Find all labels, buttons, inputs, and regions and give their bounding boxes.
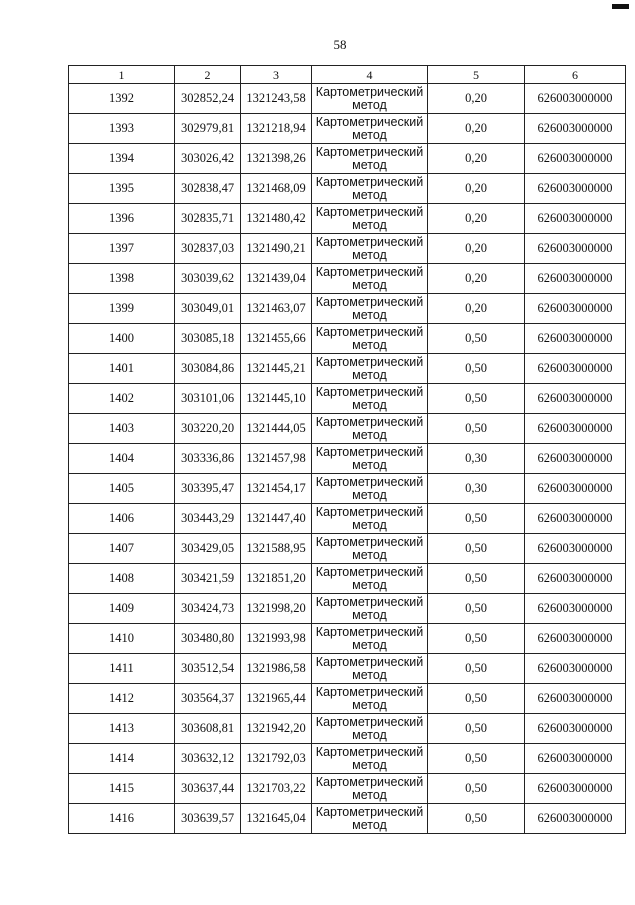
point-number-cell: 1393 xyxy=(69,114,175,144)
point-number-cell: 1394 xyxy=(69,144,175,174)
x-coordinate-cell: 303480,80 xyxy=(175,624,241,654)
method-cell xyxy=(312,324,428,354)
header-col-5: 5 xyxy=(428,66,525,84)
method-line-1: Картометрический xyxy=(315,564,424,579)
code-cell: 626003000000 xyxy=(525,114,626,144)
method-line-1: Картометрический xyxy=(315,624,424,639)
point-number-cell: 1399 xyxy=(69,294,175,324)
point-number-cell: 1395 xyxy=(69,174,175,204)
code-cell: 626003000000 xyxy=(525,564,626,594)
x-coordinate-cell: 303639,57 xyxy=(175,804,241,834)
method-cell xyxy=(312,444,428,474)
table-row xyxy=(69,444,626,474)
accuracy-cell: 0,30 xyxy=(428,444,525,474)
method-cell xyxy=(312,594,428,624)
x-coordinate-cell: 303049,01 xyxy=(175,294,241,324)
method-line-1: Картометрический xyxy=(315,684,424,699)
table-row xyxy=(69,174,626,204)
accuracy-cell: 0,50 xyxy=(428,504,525,534)
y-coordinate-cell: 1321792,03 xyxy=(241,744,312,774)
method-line-2: метод xyxy=(352,247,387,262)
method-line-1: Картометрический xyxy=(315,804,424,819)
y-coordinate-cell: 1321851,20 xyxy=(241,564,312,594)
code-cell: 626003000000 xyxy=(525,174,626,204)
method-line-1: Картометрический xyxy=(315,204,424,219)
accuracy-cell: 0,50 xyxy=(428,324,525,354)
accuracy-cell: 0,50 xyxy=(428,594,525,624)
code-cell: 626003000000 xyxy=(525,354,626,384)
code-cell: 626003000000 xyxy=(525,654,626,684)
table-row xyxy=(69,684,626,714)
x-coordinate-cell: 303512,54 xyxy=(175,654,241,684)
method-line-1: Картометрический xyxy=(315,84,424,99)
point-number-cell: 1392 xyxy=(69,84,175,114)
point-number-cell: 1404 xyxy=(69,444,175,474)
method-line-1: Картометрический xyxy=(315,234,424,249)
header-row xyxy=(69,66,626,84)
method-line-1: Картометрический xyxy=(315,444,424,459)
table-row xyxy=(69,384,626,414)
table-row xyxy=(69,264,626,294)
table-row xyxy=(69,414,626,444)
x-coordinate-cell: 303220,20 xyxy=(175,414,241,444)
y-coordinate-cell: 1321243,58 xyxy=(241,84,312,114)
y-coordinate-cell: 1321588,95 xyxy=(241,534,312,564)
accuracy-cell: 0,20 xyxy=(428,174,525,204)
y-coordinate-cell: 1321480,42 xyxy=(241,204,312,234)
method-line-2: метод xyxy=(352,517,387,532)
table-row xyxy=(69,324,626,354)
header-col-6: 6 xyxy=(525,66,626,84)
code-cell: 626003000000 xyxy=(525,324,626,354)
accuracy-cell: 0,20 xyxy=(428,264,525,294)
accuracy-cell: 0,20 xyxy=(428,114,525,144)
accuracy-cell: 0,50 xyxy=(428,564,525,594)
method-cell xyxy=(312,354,428,384)
point-number-cell: 1396 xyxy=(69,204,175,234)
point-number-cell: 1409 xyxy=(69,594,175,624)
table-row xyxy=(69,594,626,624)
method-cell xyxy=(312,114,428,144)
accuracy-cell: 0,50 xyxy=(428,804,525,834)
method-line-2: метод xyxy=(352,637,387,652)
method-cell xyxy=(312,174,428,204)
y-coordinate-cell: 1321454,17 xyxy=(241,474,312,504)
point-number-cell: 1400 xyxy=(69,324,175,354)
method-line-2: метод xyxy=(352,697,387,712)
method-line-2: метод xyxy=(352,97,387,112)
method-line-2: метод xyxy=(352,757,387,772)
accuracy-cell: 0,50 xyxy=(428,354,525,384)
code-cell: 626003000000 xyxy=(525,414,626,444)
y-coordinate-cell: 1321468,09 xyxy=(241,174,312,204)
y-coordinate-cell: 1321445,21 xyxy=(241,354,312,384)
y-coordinate-cell: 1321463,07 xyxy=(241,294,312,324)
point-number-cell: 1398 xyxy=(69,264,175,294)
code-cell: 626003000000 xyxy=(525,84,626,114)
table-body xyxy=(69,84,626,834)
method-cell xyxy=(312,504,428,534)
accuracy-cell: 0,20 xyxy=(428,294,525,324)
point-number-cell: 1403 xyxy=(69,414,175,444)
method-line-1: Картометрический xyxy=(315,294,424,309)
method-line-1: Картометрический xyxy=(315,414,424,429)
accuracy-cell: 0,30 xyxy=(428,474,525,504)
code-cell: 626003000000 xyxy=(525,144,626,174)
code-cell: 626003000000 xyxy=(525,684,626,714)
point-number-cell: 1414 xyxy=(69,744,175,774)
code-cell: 626003000000 xyxy=(525,594,626,624)
accuracy-cell: 0,50 xyxy=(428,744,525,774)
method-cell xyxy=(312,474,428,504)
y-coordinate-cell: 1321965,44 xyxy=(241,684,312,714)
accuracy-cell: 0,50 xyxy=(428,384,525,414)
x-coordinate-cell: 303443,29 xyxy=(175,504,241,534)
header-col-1: 1 xyxy=(69,66,175,84)
point-number-cell: 1397 xyxy=(69,234,175,264)
method-cell xyxy=(312,414,428,444)
x-coordinate-cell: 303424,73 xyxy=(175,594,241,624)
accuracy-cell: 0,50 xyxy=(428,624,525,654)
point-number-cell: 1412 xyxy=(69,684,175,714)
method-line-1: Картометрический xyxy=(315,474,424,489)
y-coordinate-cell: 1321457,98 xyxy=(241,444,312,474)
code-cell: 626003000000 xyxy=(525,504,626,534)
method-line-1: Картометрический xyxy=(315,354,424,369)
x-coordinate-cell: 303084,86 xyxy=(175,354,241,384)
point-number-cell: 1408 xyxy=(69,564,175,594)
accuracy-cell: 0,50 xyxy=(428,654,525,684)
table-row xyxy=(69,84,626,114)
code-cell: 626003000000 xyxy=(525,234,626,264)
method-cell xyxy=(312,294,428,324)
accuracy-cell: 0,50 xyxy=(428,684,525,714)
method-line-2: метод xyxy=(352,127,387,142)
table-row xyxy=(69,744,626,774)
code-cell: 626003000000 xyxy=(525,204,626,234)
table-row xyxy=(69,534,626,564)
code-cell: 626003000000 xyxy=(525,474,626,504)
table-row xyxy=(69,354,626,384)
code-cell: 626003000000 xyxy=(525,714,626,744)
method-cell xyxy=(312,144,428,174)
table-row xyxy=(69,114,626,144)
table-row xyxy=(69,624,626,654)
x-coordinate-cell: 303564,37 xyxy=(175,684,241,714)
point-number-cell: 1406 xyxy=(69,504,175,534)
table-row xyxy=(69,714,626,744)
y-coordinate-cell: 1321998,20 xyxy=(241,594,312,624)
method-line-1: Картометрический xyxy=(315,324,424,339)
y-coordinate-cell: 1321398,26 xyxy=(241,144,312,174)
method-line-2: метод xyxy=(352,457,387,472)
accuracy-cell: 0,20 xyxy=(428,234,525,264)
table-row xyxy=(69,204,626,234)
code-cell: 626003000000 xyxy=(525,264,626,294)
x-coordinate-cell: 303336,86 xyxy=(175,444,241,474)
accuracy-cell: 0,50 xyxy=(428,414,525,444)
method-line-2: метод xyxy=(352,817,387,832)
accuracy-cell: 0,20 xyxy=(428,144,525,174)
point-number-cell: 1405 xyxy=(69,474,175,504)
y-coordinate-cell: 1321444,05 xyxy=(241,414,312,444)
method-line-2: метод xyxy=(352,787,387,802)
method-line-1: Картометрический xyxy=(315,654,424,669)
method-line-2: метод xyxy=(352,607,387,622)
method-cell xyxy=(312,564,428,594)
method-line-2: метод xyxy=(352,727,387,742)
method-line-1: Картометрический xyxy=(315,174,424,189)
coordinates-table xyxy=(68,65,626,834)
method-line-1: Картометрический xyxy=(315,264,424,279)
method-line-1: Картометрический xyxy=(315,144,424,159)
table-row xyxy=(69,774,626,804)
method-cell xyxy=(312,714,428,744)
x-coordinate-cell: 303421,59 xyxy=(175,564,241,594)
y-coordinate-cell: 1321439,04 xyxy=(241,264,312,294)
method-cell xyxy=(312,84,428,114)
method-line-2: метод xyxy=(352,577,387,592)
method-cell xyxy=(312,534,428,564)
method-cell xyxy=(312,264,428,294)
method-cell xyxy=(312,684,428,714)
x-coordinate-cell: 302835,71 xyxy=(175,204,241,234)
accuracy-cell: 0,50 xyxy=(428,774,525,804)
y-coordinate-cell: 1321986,58 xyxy=(241,654,312,684)
method-line-1: Картометрический xyxy=(315,534,424,549)
x-coordinate-cell: 303608,81 xyxy=(175,714,241,744)
method-cell xyxy=(312,204,428,234)
code-cell: 626003000000 xyxy=(525,744,626,774)
table-row xyxy=(69,654,626,684)
x-coordinate-cell: 302838,47 xyxy=(175,174,241,204)
y-coordinate-cell: 1321942,20 xyxy=(241,714,312,744)
y-coordinate-cell: 1321703,22 xyxy=(241,774,312,804)
point-number-cell: 1410 xyxy=(69,624,175,654)
accuracy-cell: 0,20 xyxy=(428,204,525,234)
method-line-2: метод xyxy=(352,427,387,442)
point-number-cell: 1407 xyxy=(69,534,175,564)
method-line-2: метод xyxy=(352,487,387,502)
y-coordinate-cell: 1321447,40 xyxy=(241,504,312,534)
method-line-2: метод xyxy=(352,547,387,562)
x-coordinate-cell: 303085,18 xyxy=(175,324,241,354)
method-line-2: метод xyxy=(352,667,387,682)
y-coordinate-cell: 1321455,66 xyxy=(241,324,312,354)
x-coordinate-cell: 303101,06 xyxy=(175,384,241,414)
page-number: 58 xyxy=(333,37,347,52)
point-number-cell: 1415 xyxy=(69,774,175,804)
table-row xyxy=(69,234,626,264)
method-line-1: Картометрический xyxy=(315,714,424,729)
table-row xyxy=(69,294,626,324)
x-coordinate-cell: 303395,47 xyxy=(175,474,241,504)
header-col-3: 3 xyxy=(241,66,312,84)
method-cell xyxy=(312,234,428,264)
x-coordinate-cell: 303429,05 xyxy=(175,534,241,564)
y-coordinate-cell: 1321993,98 xyxy=(241,624,312,654)
code-cell: 626003000000 xyxy=(525,624,626,654)
code-cell: 626003000000 xyxy=(525,804,626,834)
header-col-4: 4 xyxy=(312,66,428,84)
header-col-2: 2 xyxy=(175,66,241,84)
y-coordinate-cell: 1321645,04 xyxy=(241,804,312,834)
method-line-1: Картометрический xyxy=(315,114,424,129)
x-coordinate-cell: 302852,24 xyxy=(175,84,241,114)
table-row xyxy=(69,504,626,534)
point-number-cell: 1401 xyxy=(69,354,175,384)
x-coordinate-cell: 303632,12 xyxy=(175,744,241,774)
accuracy-cell: 0,50 xyxy=(428,534,525,564)
method-cell xyxy=(312,384,428,414)
method-line-1: Картометрический xyxy=(315,744,424,759)
method-line-1: Картометрический xyxy=(315,504,424,519)
table-header xyxy=(69,66,626,84)
method-line-1: Картометрический xyxy=(315,384,424,399)
method-line-2: метод xyxy=(352,307,387,322)
code-cell: 626003000000 xyxy=(525,294,626,324)
y-coordinate-cell: 1321445,10 xyxy=(241,384,312,414)
x-coordinate-cell: 303026,42 xyxy=(175,144,241,174)
table-row xyxy=(69,474,626,504)
corner-mark xyxy=(612,4,629,9)
point-number-cell: 1416 xyxy=(69,804,175,834)
x-coordinate-cell: 302837,03 xyxy=(175,234,241,264)
method-cell xyxy=(312,654,428,684)
code-cell: 626003000000 xyxy=(525,774,626,804)
method-line-2: метод xyxy=(352,157,387,172)
method-cell xyxy=(312,744,428,774)
table-row xyxy=(69,804,626,834)
x-coordinate-cell: 303039,62 xyxy=(175,264,241,294)
method-cell xyxy=(312,804,428,834)
method-line-2: метод xyxy=(352,217,387,232)
table-row xyxy=(69,564,626,594)
point-number-cell: 1411 xyxy=(69,654,175,684)
y-coordinate-cell: 1321490,21 xyxy=(241,234,312,264)
method-line-1: Картометрический xyxy=(315,594,424,609)
accuracy-cell: 0,20 xyxy=(428,84,525,114)
x-coordinate-cell: 303637,44 xyxy=(175,774,241,804)
method-line-2: метод xyxy=(352,367,387,382)
method-line-2: метод xyxy=(352,187,387,202)
code-cell: 626003000000 xyxy=(525,384,626,414)
x-coordinate-cell: 302979,81 xyxy=(175,114,241,144)
accuracy-cell: 0,50 xyxy=(428,714,525,744)
method-cell xyxy=(312,624,428,654)
method-line-1: Картометрический xyxy=(315,774,424,789)
point-number-cell: 1402 xyxy=(69,384,175,414)
code-cell: 626003000000 xyxy=(525,444,626,474)
method-line-2: метод xyxy=(352,337,387,352)
point-number-cell: 1413 xyxy=(69,714,175,744)
method-line-2: метод xyxy=(352,277,387,292)
method-cell xyxy=(312,774,428,804)
y-coordinate-cell: 1321218,94 xyxy=(241,114,312,144)
method-line-2: метод xyxy=(352,397,387,412)
table-row xyxy=(69,144,626,174)
code-cell: 626003000000 xyxy=(525,534,626,564)
